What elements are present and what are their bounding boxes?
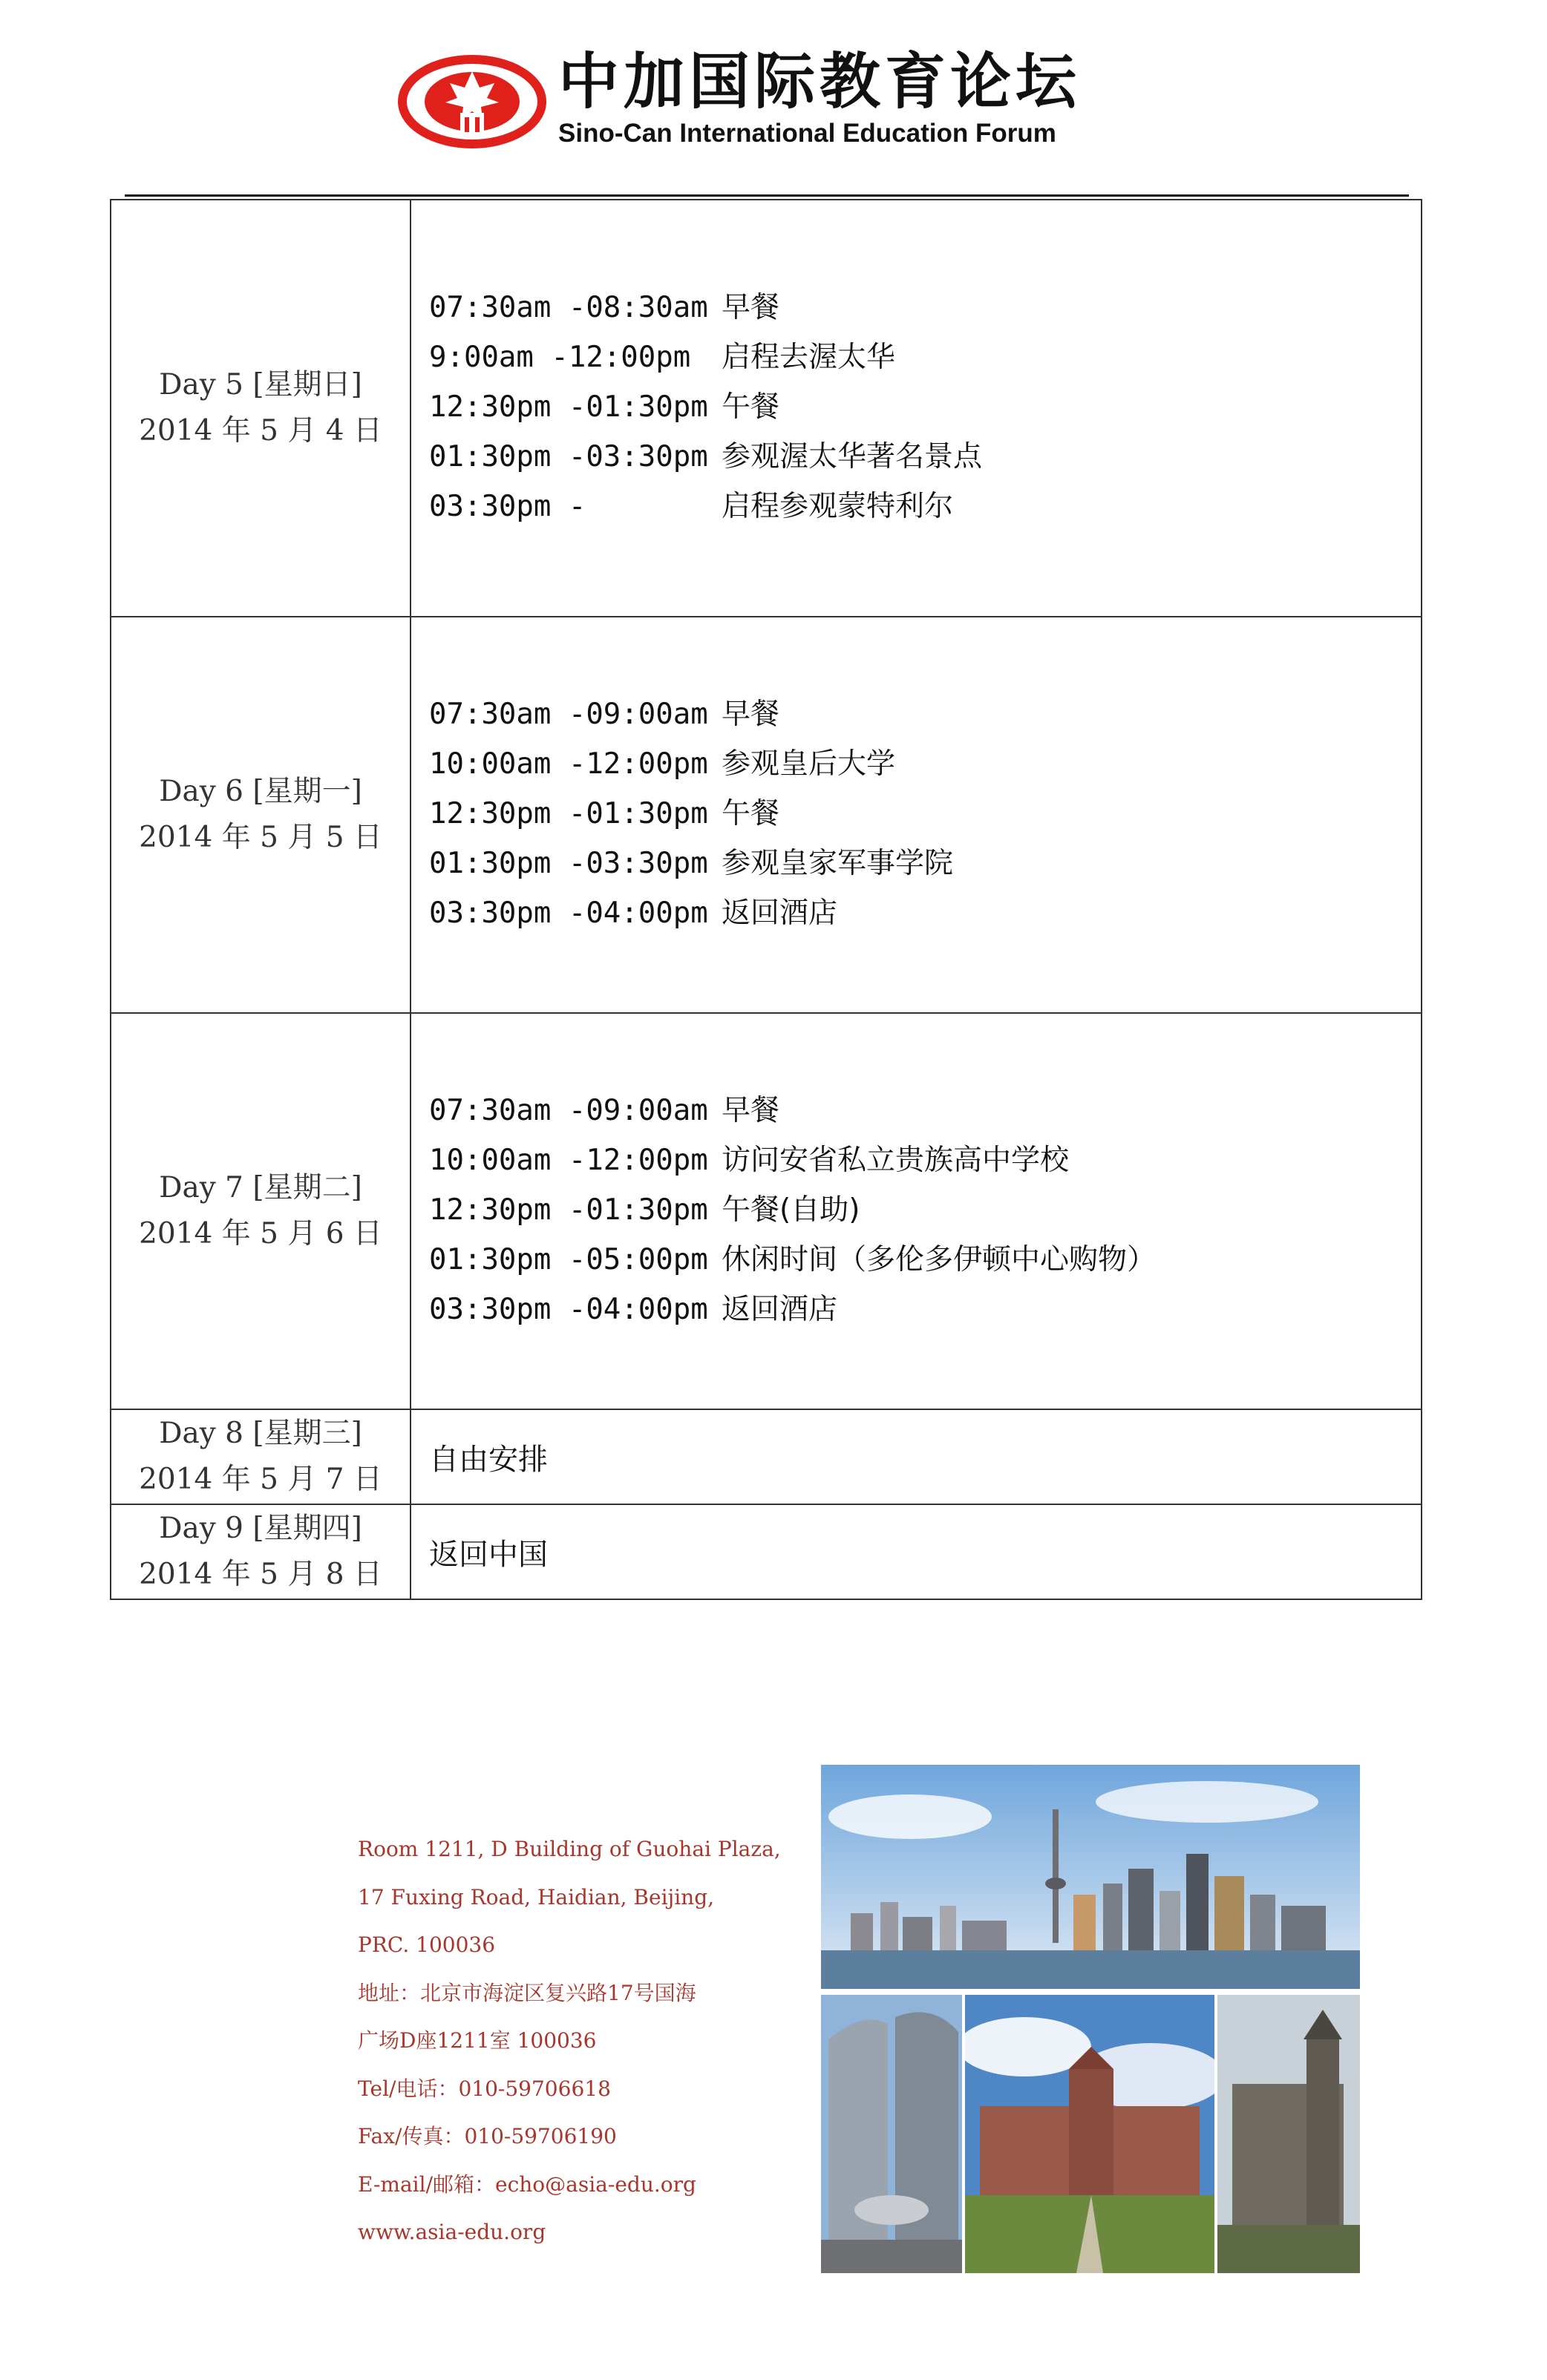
event-row (429, 790, 1421, 840)
day-label: Day 9 [星期四] (159, 1512, 362, 1545)
day-label-cell (111, 617, 411, 1013)
day-label: Day 8 [星期三] (159, 1417, 362, 1450)
event-time: 03:30pm -04:00pm (429, 896, 708, 930)
event-row (429, 741, 1421, 790)
event-time: 03:30pm - (429, 489, 586, 523)
event-row (429, 284, 1421, 334)
day-plan-cell (411, 1013, 1422, 1409)
event-description: 启程去渥太华 (722, 340, 896, 374)
address-line-en-2: 17 Fuxing Road, Haidian, Beijing, (358, 1884, 715, 1909)
day-label: Day 5 [星期日] (159, 368, 362, 401)
table-row-day5 (111, 200, 1422, 617)
event-description: 参观皇后大学 (722, 747, 896, 781)
day-plan-cell (411, 200, 1422, 617)
event-time: 01:30pm -03:30pm (429, 439, 708, 473)
address-line-en-1: Room 1211, D Building of Guohai Plaza, (358, 1837, 781, 1861)
day-date: 2014 年 5 月 5 日 (139, 821, 382, 854)
event-row (429, 483, 1421, 533)
day-date: 2014 年 5 月 4 日 (139, 414, 382, 448)
event-time: 07:30am -09:00am (429, 1093, 708, 1127)
day-plan-cell: 返回中国 (411, 1504, 1422, 1599)
event-time: 10:00am -12:00pm (429, 747, 708, 781)
event-description: 早餐 (722, 290, 780, 324)
event-description: 早餐 (722, 1093, 780, 1127)
event-row (429, 1286, 1421, 1336)
event-description: 休闲时间（多伦多伊顿中心购物） (722, 1242, 1157, 1276)
contact-info (358, 1826, 781, 2257)
event-row (429, 334, 1421, 384)
event-time: 01:30pm -03:30pm (429, 846, 708, 880)
day-label-cell (111, 1409, 411, 1504)
table-row-day9 (111, 1504, 1422, 1599)
event-description: 早餐 (722, 697, 780, 731)
event-time: 12:30pm -01:30pm (429, 1193, 708, 1227)
event-description: 访问安省私立贵族高中学校 (722, 1143, 1070, 1177)
table-row-day7 (111, 1013, 1422, 1409)
casa-loma-castle-photo (1217, 1995, 1360, 2273)
event-description: 午餐 (722, 796, 780, 830)
table-row-day8 (111, 1409, 1422, 1504)
toronto-city-hall-photo (821, 1995, 962, 2273)
event-time: 12:30pm -01:30pm (429, 390, 708, 424)
phone-line: Tel/电话：010-59706618 (358, 2076, 611, 2101)
event-time: 12:30pm -01:30pm (429, 796, 708, 830)
event-row (429, 1087, 1421, 1137)
address-line-cn-1: 地址：北京市海淀区复兴路17号国海 (358, 1980, 696, 2005)
day-plan-cell: 自由安排 (411, 1409, 1422, 1504)
day-date: 2014 年 5 月 6 日 (139, 1217, 382, 1250)
brand-title-cn: 中加国际教育论坛 (558, 47, 1082, 117)
brand-title-en: Sino-Can International Education Forum (558, 119, 1056, 148)
address-line-cn-2: 广场D座1211室 100036 (358, 2028, 597, 2053)
event-description: 返回酒店 (722, 896, 838, 930)
toronto-skyline-photo (821, 1765, 1360, 1989)
table-row-day6 (111, 617, 1422, 1013)
email-line: E-mail/邮箱：echo@asia-edu.org (358, 2171, 696, 2197)
day-label: Day 7 [星期二] (159, 1171, 362, 1204)
event-row (429, 691, 1421, 741)
event-description: 返回酒店 (722, 1292, 838, 1326)
forum-logo-icon (398, 55, 546, 148)
itinerary-table (110, 199, 1422, 1600)
event-time: 01:30pm -05:00pm (429, 1242, 708, 1276)
header-divider (125, 194, 1409, 197)
event-row (429, 890, 1421, 940)
day-label-cell (111, 200, 411, 617)
website-line: www.asia-edu.org (358, 2220, 546, 2244)
event-time: 9:00am -12:00pm (429, 340, 691, 374)
day-label: Day 6 [星期一] (159, 775, 362, 808)
event-time: 07:30am -08:30am (429, 290, 708, 324)
day-plan-cell (411, 617, 1422, 1013)
event-description: 午餐(自助) (722, 1193, 860, 1227)
event-description: 参观渥太华著名景点 (722, 439, 983, 473)
event-time: 03:30pm -04:00pm (429, 1292, 708, 1326)
day-label-cell (111, 1504, 411, 1599)
day-date: 2014 年 5 月 8 日 (139, 1558, 382, 1591)
event-time: 07:30am -09:00am (429, 697, 708, 731)
event-description: 参观皇家军事学院 (722, 846, 954, 880)
day-label-cell (111, 1013, 411, 1409)
event-row (429, 384, 1421, 433)
event-row (429, 840, 1421, 890)
event-description: 启程参观蒙特利尔 (722, 489, 954, 523)
event-row (429, 1236, 1421, 1286)
event-row (429, 1187, 1421, 1236)
day-date: 2014 年 5 月 7 日 (139, 1463, 382, 1496)
event-row (429, 1137, 1421, 1187)
event-time: 10:00am -12:00pm (429, 1143, 708, 1177)
event-description: 午餐 (722, 390, 780, 424)
address-line-en-3: PRC. 100036 (358, 1932, 496, 1957)
fax-line: Fax/传真：010-59706190 (358, 2124, 617, 2148)
event-row (429, 433, 1421, 483)
queens-park-parliament-photo (965, 1995, 1214, 2273)
